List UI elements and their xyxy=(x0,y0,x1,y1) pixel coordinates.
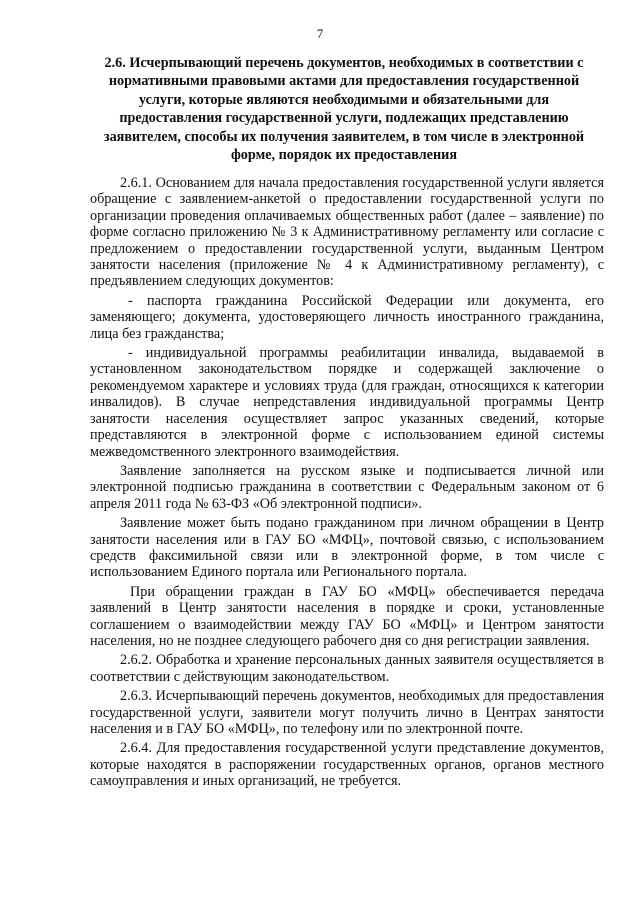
page-number: 7 xyxy=(316,26,324,41)
section-heading: 2.6. Исчерпывающий перечень документов, необходимых в соответствии с нормативными правовыми актами для предоставления государственной услуги, которые являются необходимыми и обязательными для предоставления государственной услуги, подлежащих представлению заявителем, способы их получения заявителем, в том числе в электронной форме, порядок их предоставления xyxy=(103,55,585,164)
paragraph-mfc-transfer: При обращении граждан в ГАУ БО «МФЦ» обеспечивается передача заявлений в Центр занятости населения в порядке и сроки, установленные соглашением о взаимодействии между ГАУ БО «МФЦ» и Центром занятости населения, но не позднее следующего рабочего дня со дня регистрации заявления. xyxy=(90,583,604,649)
list-item-rehabilitation-program: - индивидуальной программы реабилитации инвалида, выдаваемой в установленном законодательством порядке и содержащей заключение о рекомендуемом характере и условиях труда (для граждан, относящихся к категории инвалидов). В случае непредставления индивидуальной программы Центр занятости населения осуществляет запрос указанных сведений, которые представляются в электронной форме с использованием единой системы межведомственного электронного взаимодействия. xyxy=(90,345,604,460)
paragraph-2-6-3: 2.6.3. Исчерпывающий перечень документов, необходимых для предоставления государственной услуги, заявители могут получить лично в Центрах занятости населения и в ГАУ БО «МФЦ», по телефону или по электронной почте. xyxy=(90,688,604,737)
list-item-passport: - паспорта гражданина Российской Федерации или документа, его заменяющего; документа, удостоверяющего личность иностранного гражданина, лица без гражданства; xyxy=(90,292,604,342)
paragraph-2-6-1: 2.6.1. Основанием для начала предоставления государственной услуги является обращение с заявлением-анкетой о предоставлении государственной услуги по организации проведения оплачиваемых общественных работ (далее – заявление) по форме согласно приложению № 3 к Административному регламенту или согласие с предложением о предоставлении государственной услуги, выданным Центром занятости населения (приложение № 4 к Административному регламенту), с предъявлением следующих документов: xyxy=(90,175,604,290)
document-body xyxy=(90,175,604,793)
paragraph-2-6-2: 2.6.2. Обработка и хранение персональных данных заявителя осуществляется в соответствии с действующим законодательством. xyxy=(90,652,604,685)
paragraph-2-6-4: 2.6.4. Для предоставления государственной услуги представление документов, которые находятся в распоряжении государственных органов, органов местного самоуправления и иных организаций, не требуется. xyxy=(90,740,604,790)
paragraph-language-signature: Заявление заполняется на русском языке и подписывается личной или электронной подписью гражданина в соответствии с Федеральным законом от 6 апреля 2011 года № 63-ФЗ «Об электронной подписи». xyxy=(90,462,604,512)
paragraph-submission-methods: Заявление может быть подано гражданином при личном обращении в Центр занятости населения или в ГАУ БО «МФЦ», почтовой связью, с использованием средств факсимильной связи или в электронной форме, в том числе с использованием Единого портала или Регионального портала. xyxy=(90,515,604,581)
